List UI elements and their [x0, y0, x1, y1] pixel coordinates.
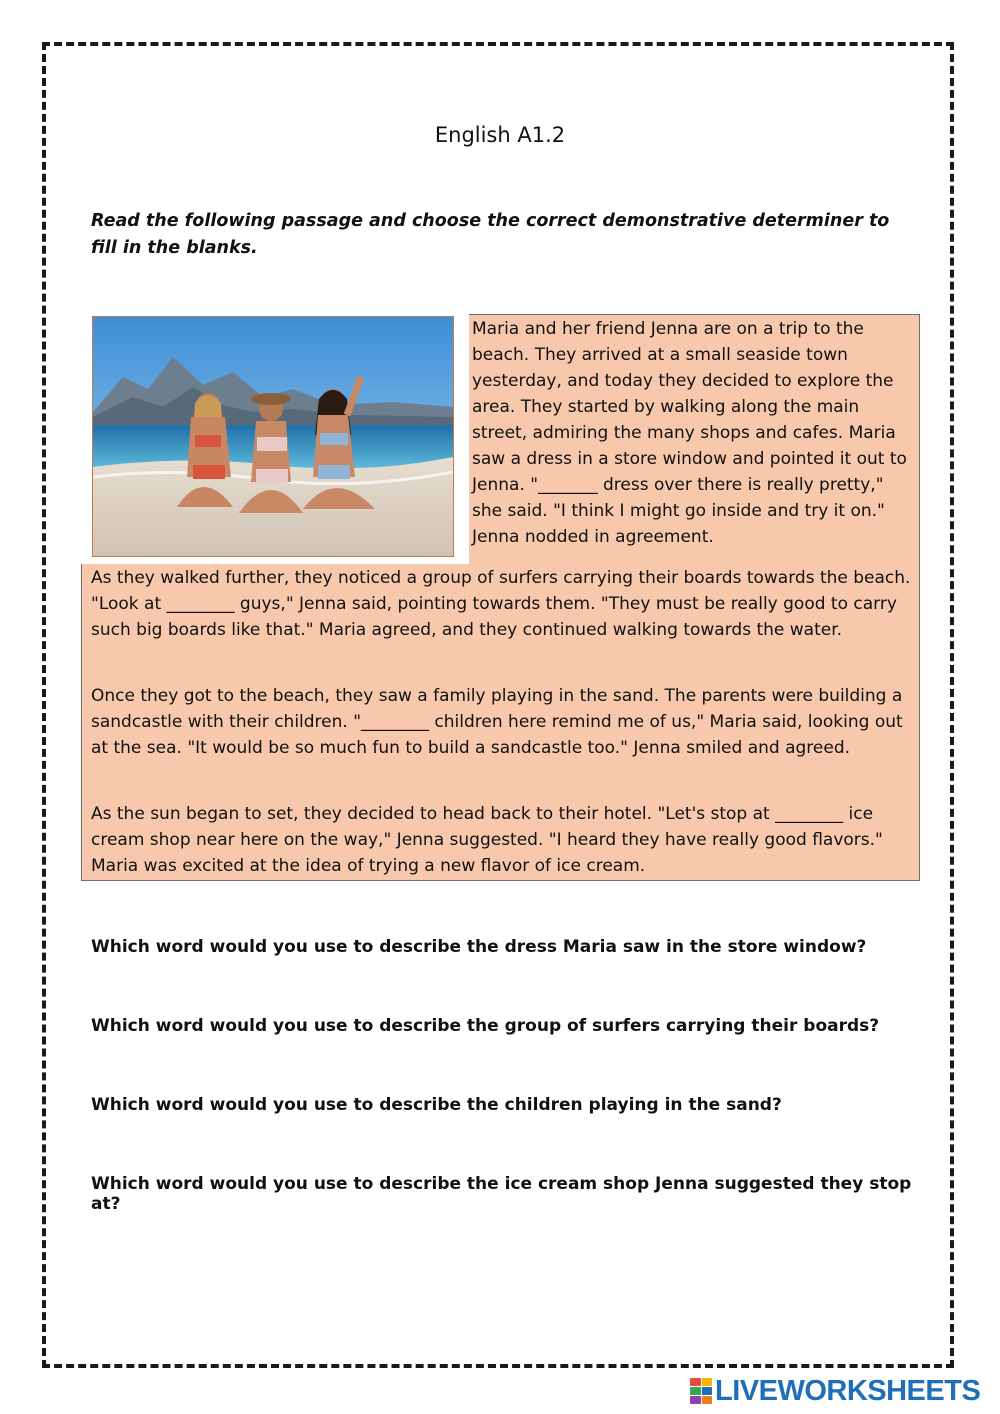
question-1: Which word would you use to describe the dress Maria saw in the store window? [91, 937, 867, 957]
passage-paragraph-1: Maria and her friend Jenna are on a trip to the beach. They arrived at a small seaside town yesterday, and today they decided to explore the area. They started by walking along the main street, admiring the many shops and cafes. Maria saw a dress in a store window and pointed it out to Jenna. "_______ dress over there is really pretty," she said. "I think I might go inside and try it on." Jenna nodded in agreement. [472, 319, 907, 547]
liveworksheets-watermark [690, 1376, 980, 1406]
beach-photo [92, 316, 454, 557]
instructions: Read the following passage and choose the correct demonstrative determiner to fill in the blanks. [91, 211, 890, 258]
watermark-text: LIVEWORKSHEETS [715, 1374, 981, 1407]
passage-paragraph-4: As the sun began to set, they decided to head back to their hotel. "Let's stop at ________ ice cream shop near here on the way," Jenna suggested. "I heard they have really good flavors." Maria was excited at the idea of trying a new flavor of ice cream. [91, 804, 883, 876]
worksheet-title: English A1.2 [434, 123, 566, 147]
passage-paragraph-3: Once they got to the beach, they saw a family playing in the sand. The parents were building a sandcastle with their children. "________ children here remind me of us," Maria said, looking out at the sea. "It would be so much fun to build a sandcastle too." Jenna smiled and agreed. [91, 686, 903, 758]
passage-paragraph-2: As they walked further, they noticed a group of surfers carrying their boards towards the beach. "Look at ________ guys," Jenna said, pointing towards them. "They must be really good to carry such big boards like that." Maria agreed, and they continued walking towards the water. [91, 568, 911, 640]
question-2: Which word would you use to describe the group of surfers carrying their boards? [91, 1016, 880, 1036]
question-3: Which word would you use to describe the children playing in the sand? [91, 1095, 782, 1115]
liveworksheets-logo-icon [690, 1378, 712, 1404]
question-4: Which word would you use to describe the ice cream shop Jenna suggested they stop at? [91, 1174, 912, 1214]
